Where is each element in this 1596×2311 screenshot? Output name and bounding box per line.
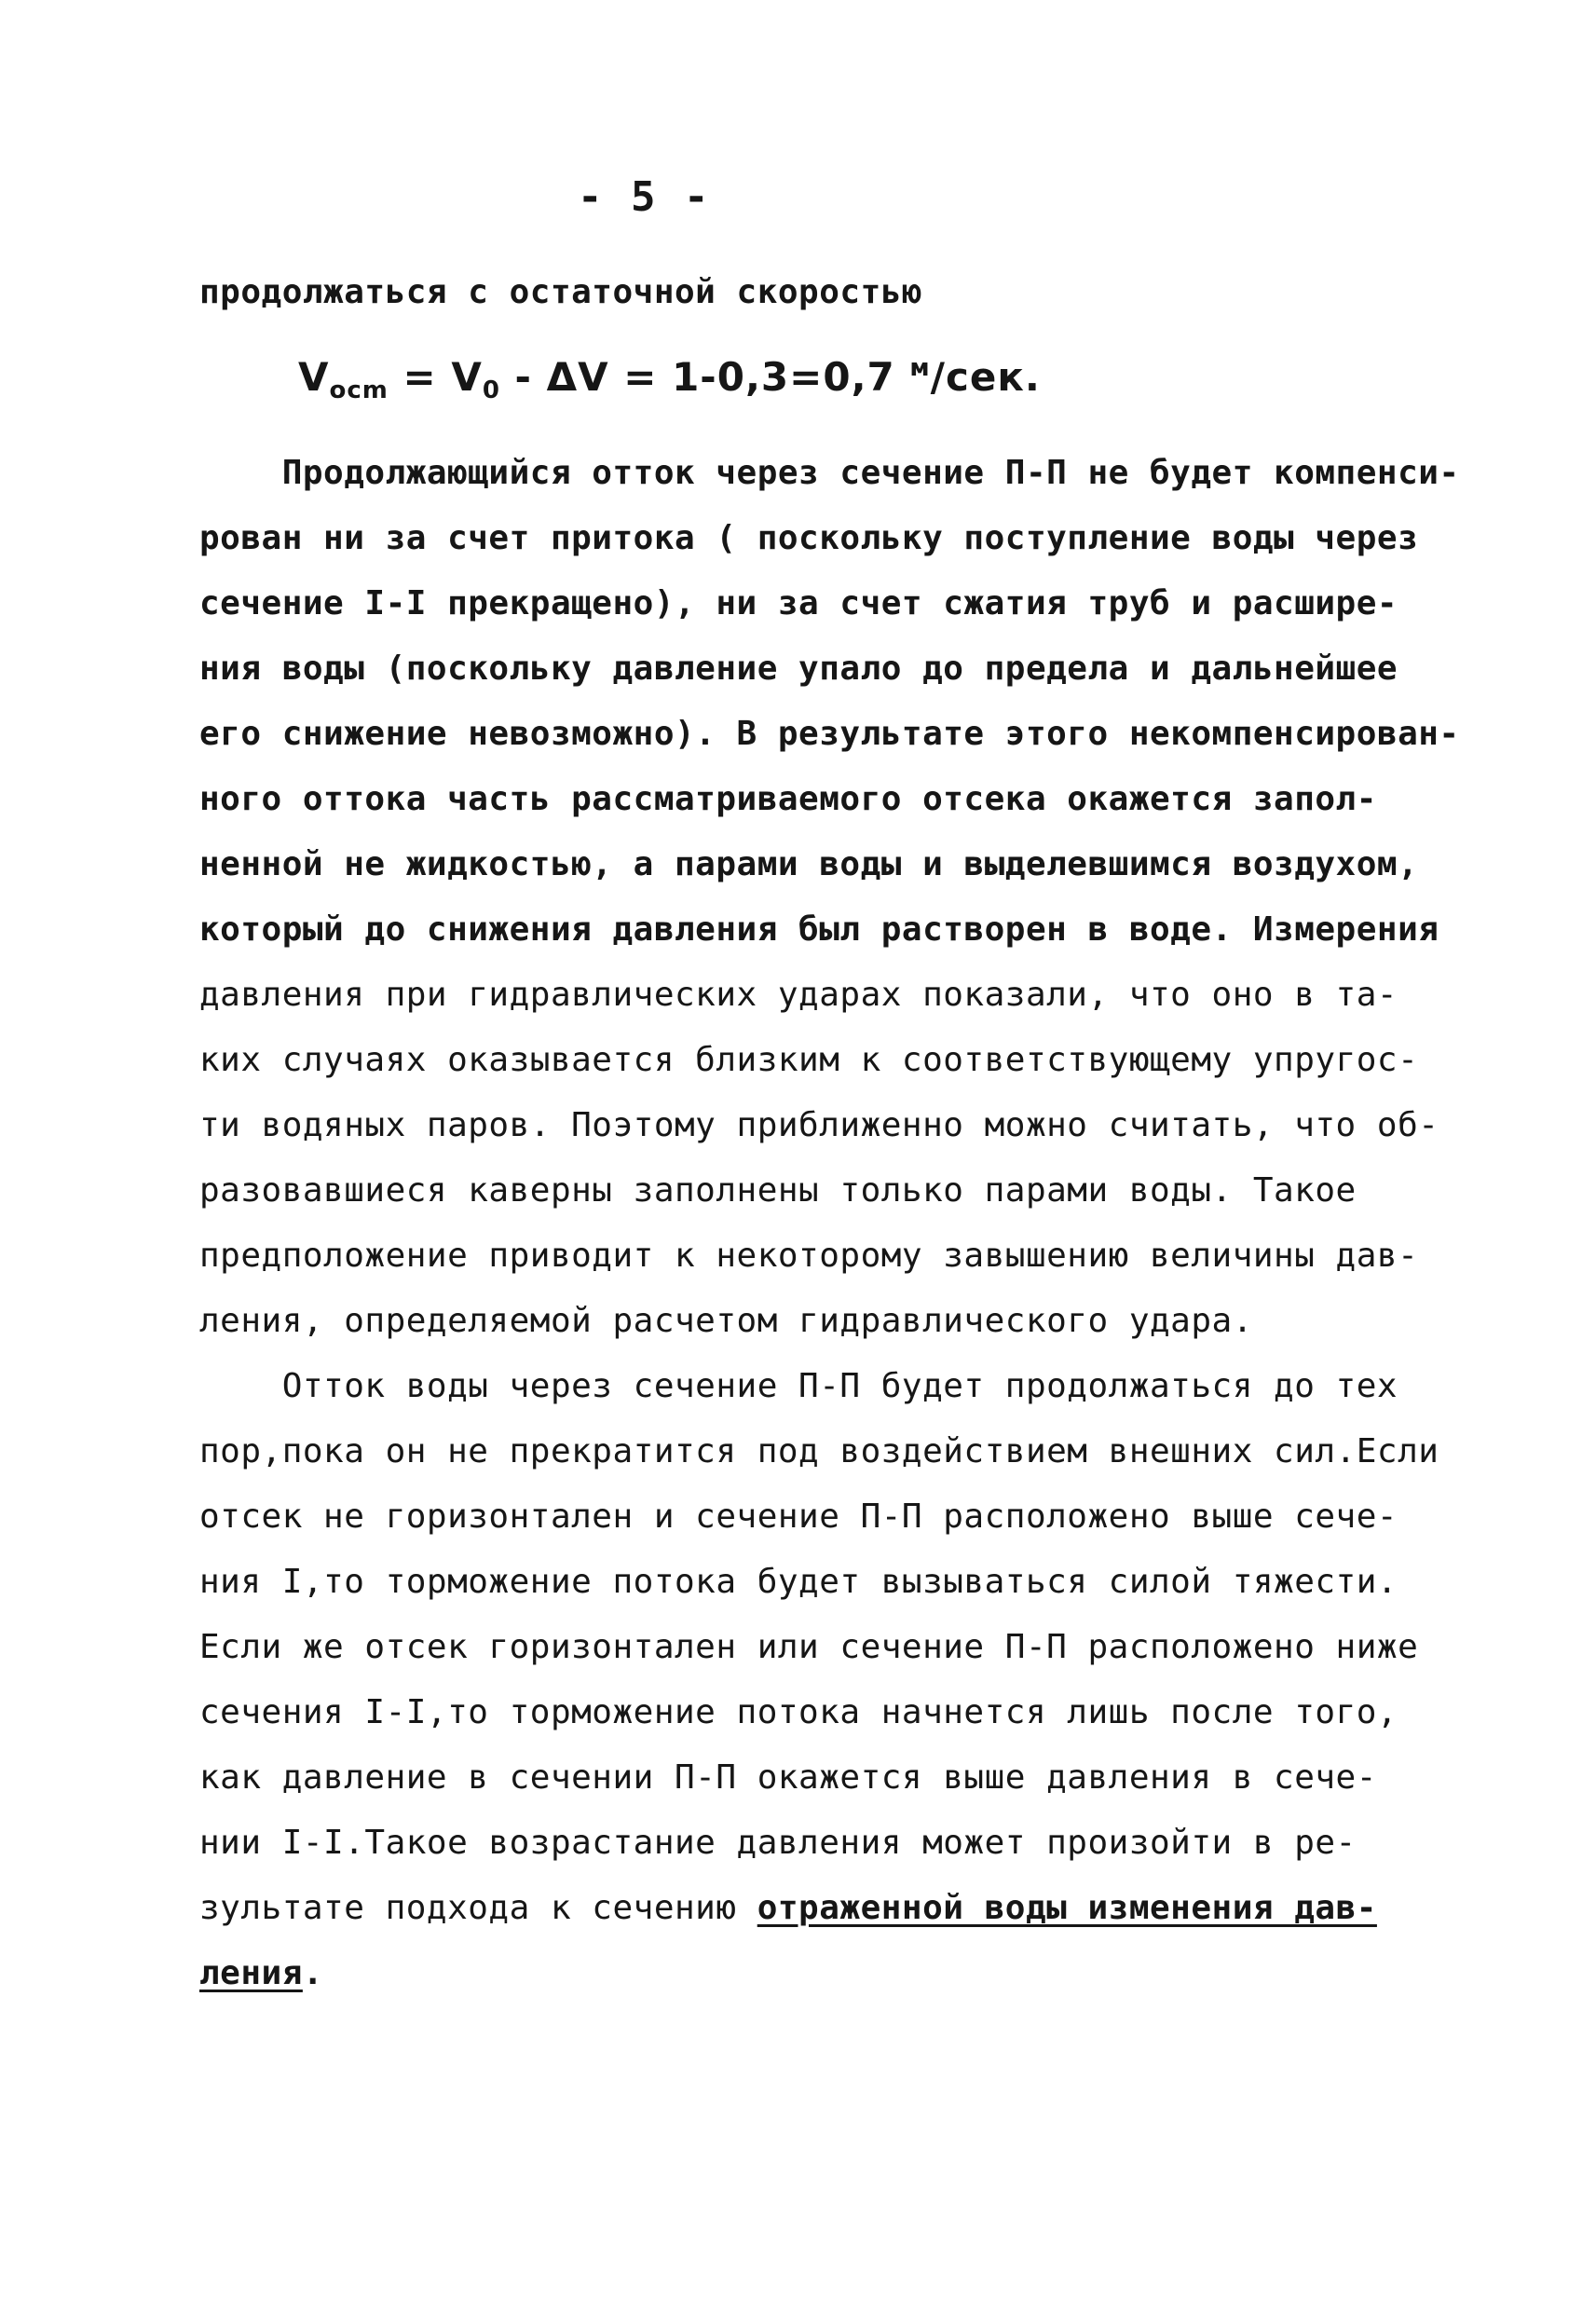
formula-v0: V: [451, 354, 483, 400]
paragraph1-line: предположение приводит к некоторому завышению величины дав-: [199, 1237, 1419, 1275]
paragraph2-line: пор,пока он не прекратится под воздействием внешних сил.Если: [199, 1432, 1439, 1470]
paragraph1-line: ти водяных паров. Поэтому приближенно можно считать, что об-: [199, 1106, 1439, 1144]
formula-equals-2: =: [608, 354, 673, 400]
paragraph2-line: Отток воды через сечение П-П будет продолжаться до тех: [199, 1367, 1398, 1405]
formula-v-subscript: ocm: [329, 376, 389, 404]
paragraph1-line: ненной не жидкостью, а парами воды и выделевшимся воздухом,: [199, 845, 1419, 883]
velocity-formula: [298, 354, 1041, 404]
paragraph1-line: сечение I-I прекращено), ни за счет сжатия труб и расшире-: [199, 584, 1398, 622]
paragraph2-line: как давление в сечении П-П окажется выше давления в сече-: [199, 1758, 1377, 1797]
formula-delta-v: ΔV: [546, 354, 609, 400]
formula-minus: -: [499, 354, 547, 400]
intro-line: продолжаться с остаточной скоростью: [199, 273, 923, 311]
paragraph2-line9-text: зультате подхода к сечению: [199, 1889, 757, 1927]
formula-equals-1: =: [388, 354, 452, 400]
paragraph1-line: давления при гидравлических ударах показали, что оно в та-: [199, 976, 1398, 1014]
formula-unit: /сек.: [930, 354, 1041, 400]
page-number: - 5 -: [578, 173, 711, 221]
paragraph1-line: разовавшиеся каверны заполнены только парами воды. Такое: [199, 1171, 1357, 1210]
paragraph1-line: Продолжающийся отток через сечение П-П не будет компенси-: [199, 454, 1460, 492]
underlined-phrase-end: ления: [199, 1954, 303, 1992]
paragraph1-line: ления, определяемой расчетом гидравлического удара.: [199, 1302, 1253, 1340]
paragraph1-line: рован ни за счет притока ( поскольку поступление воды через: [199, 519, 1419, 557]
paragraph2-line: [199, 1953, 323, 1994]
paragraph2-line: Если же отсек горизонтален или сечение П-П расположено ниже: [199, 1628, 1419, 1666]
paragraph2-line: отсек не горизонтален и сечение П-П расположено выше сече-: [199, 1497, 1398, 1536]
formula-unit-superscript: м: [909, 354, 931, 382]
paragraph2-line: сечения I-I,то торможение потока начнется лишь после того,: [199, 1693, 1398, 1731]
formula-v0-subscript: 0: [482, 376, 500, 404]
formula-equals-3: =: [789, 354, 824, 400]
paragraph2-line: [199, 1888, 1377, 1929]
paragraph1-line: ких случаях оказывается близким к соответствующему упругос-: [199, 1041, 1419, 1079]
paragraph2-final-period: .: [302, 1954, 324, 1992]
formula-v: V: [298, 354, 330, 400]
paragraph1-line: ного оттока часть рассматриваемого отсека окажется запол-: [199, 780, 1377, 818]
formula-result: 0,7: [823, 354, 895, 400]
paragraph2-line: ния I,то торможение потока будет вызываться силой тяжести.: [199, 1563, 1398, 1601]
paragraph2-line: нии I-I.Такое возрастание давления может произойти в ре-: [199, 1824, 1357, 1862]
paragraph1-line: который до снижения давления был растворен в воде. Измерения: [199, 910, 1439, 949]
formula-calculation: 1-0,3: [672, 354, 790, 400]
paragraph1-line: ния воды (поскольку давление упало до предела и дальнейшее: [199, 650, 1398, 688]
paragraph1-line: его снижение невозможно). В результате этого некомпенсирован-: [199, 715, 1460, 753]
underlined-phrase: отраженной воды изменения дав-: [757, 1889, 1377, 1927]
